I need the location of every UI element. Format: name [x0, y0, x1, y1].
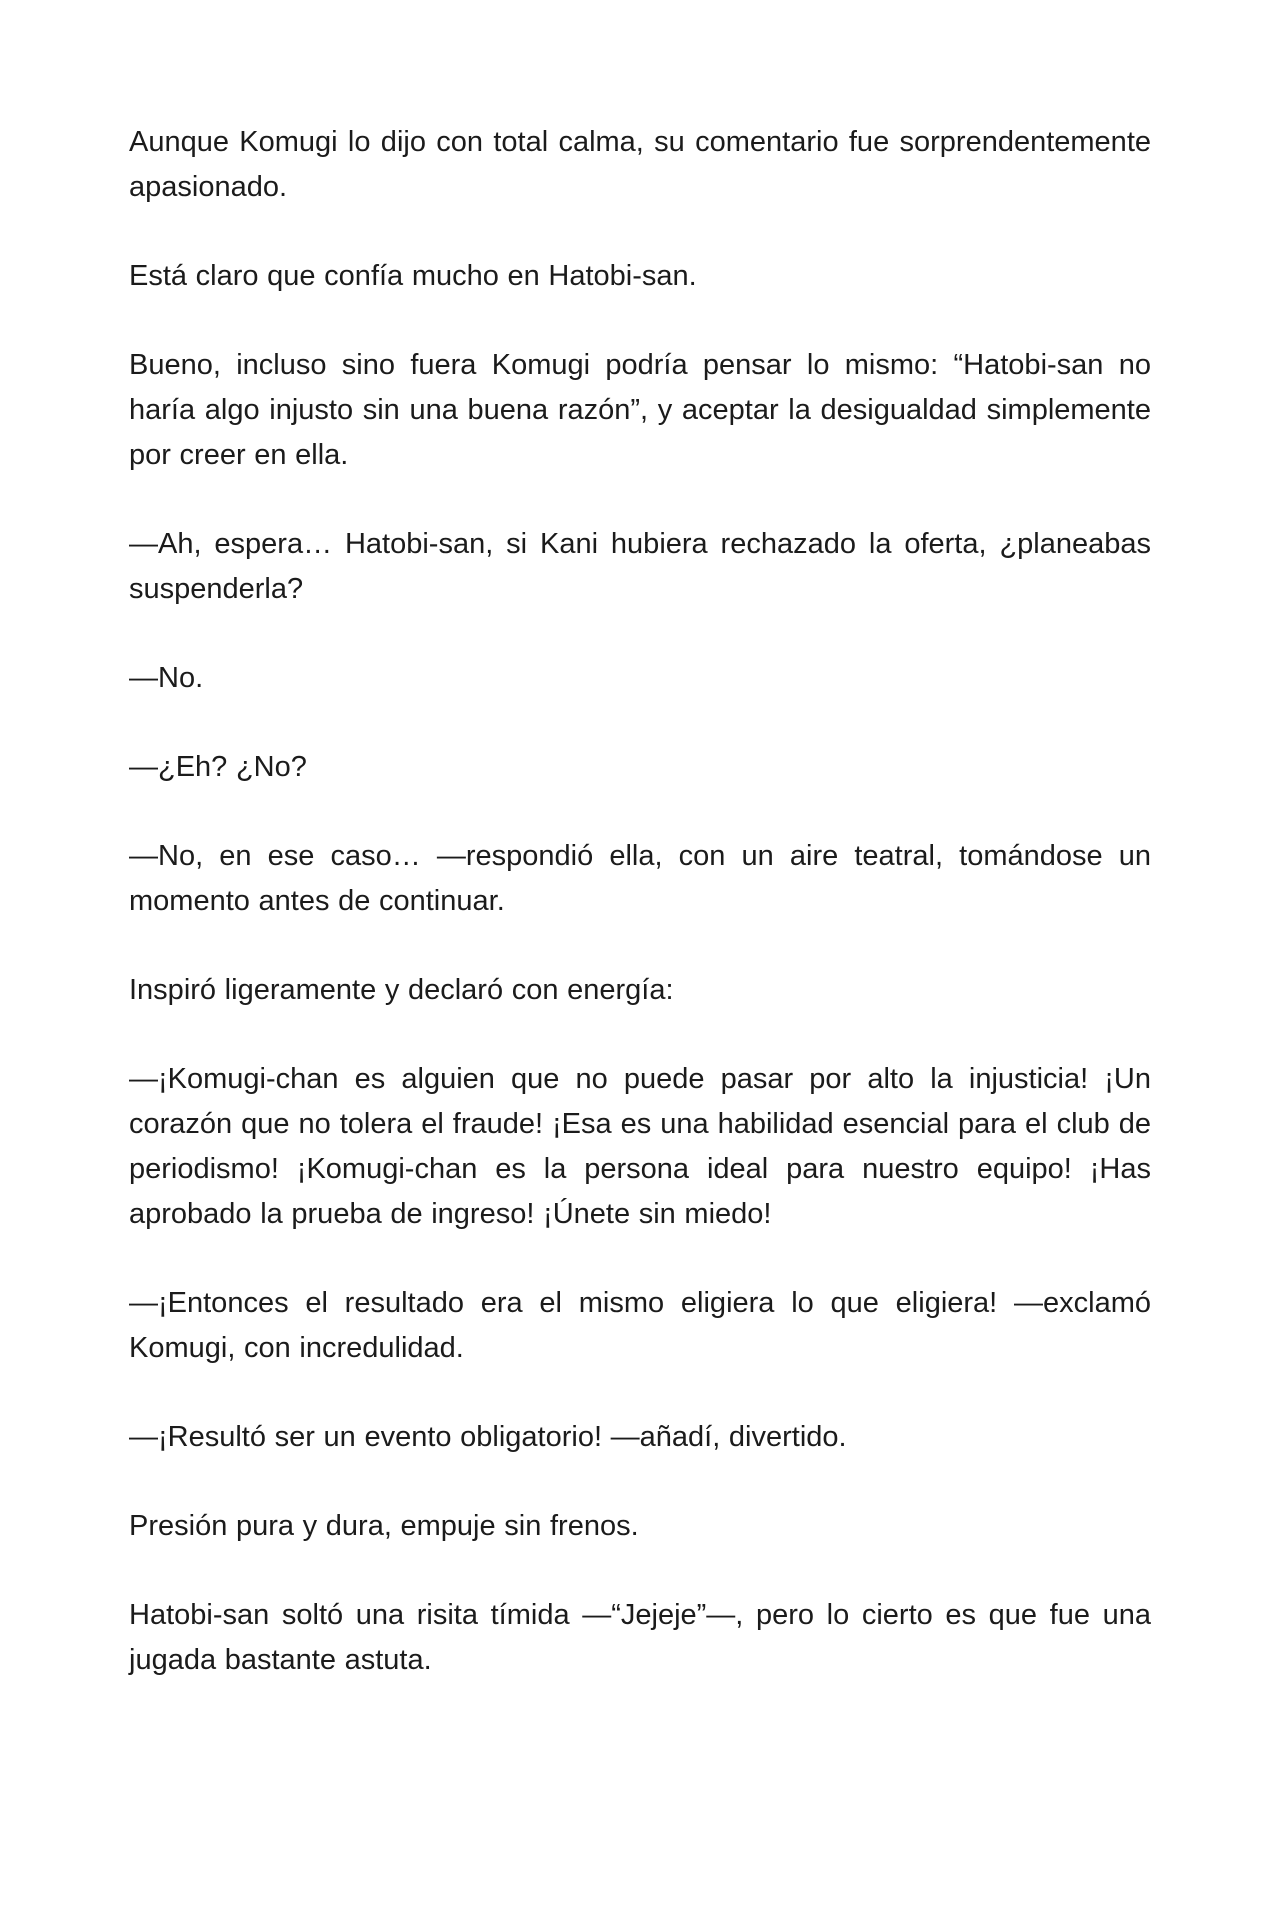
paragraph: Bueno, incluso sino fuera Komugi podría pensar lo mismo: “Hatobi-san no haría algo injusto sin una buena razón”, y aceptar la desigualdad simplemente por creer en ella. [129, 349, 1151, 471]
paragraph: Está claro que confía mucho en Hatobi-san. [129, 260, 697, 292]
paragraph: —¡Resultó ser un evento obligatorio! —añadí, divertido. [129, 1421, 847, 1453]
paragraph: Hatobi-san soltó una risita tímida —“Jejeje”—, pero lo cierto es que fue una jugada bastante astuta. [129, 1599, 1151, 1676]
paragraph: —¡Entonces el resultado era el mismo eligiera lo que eligiera! —exclamó Komugi, con incredulidad. [129, 1287, 1151, 1364]
paragraph: Inspiró ligeramente y declaró con energía: [129, 974, 674, 1006]
paragraph: Presión pura y dura, empuje sin frenos. [129, 1510, 639, 1542]
paragraph: Aunque Komugi lo dijo con total calma, su comentario fue sorprendentemente apasionado. [129, 126, 1151, 203]
paragraph: —No, en ese caso… —respondió ella, con un aire teatral, tomándose un momento antes de continuar. [129, 840, 1151, 917]
text-column [129, 120, 1151, 1683]
paragraph: —No. [129, 662, 204, 694]
paragraph: —¿Eh? ¿No? [129, 751, 307, 783]
paragraph: —¡Komugi-chan es alguien que no puede pasar por alto la injusticia! ¡Un corazón que no tolera el fraude! ¡Esa es una habilidad esencial para el club de periodismo! ¡Komugi-chan es la persona ideal para nuestro equipo! ¡Has aprobado la prueba de ingreso! ¡Únete sin miedo! [129, 1063, 1151, 1230]
paragraph: —Ah, espera… Hatobi-san, si Kani hubiera rechazado la oferta, ¿planeabas suspenderla? [129, 528, 1151, 605]
